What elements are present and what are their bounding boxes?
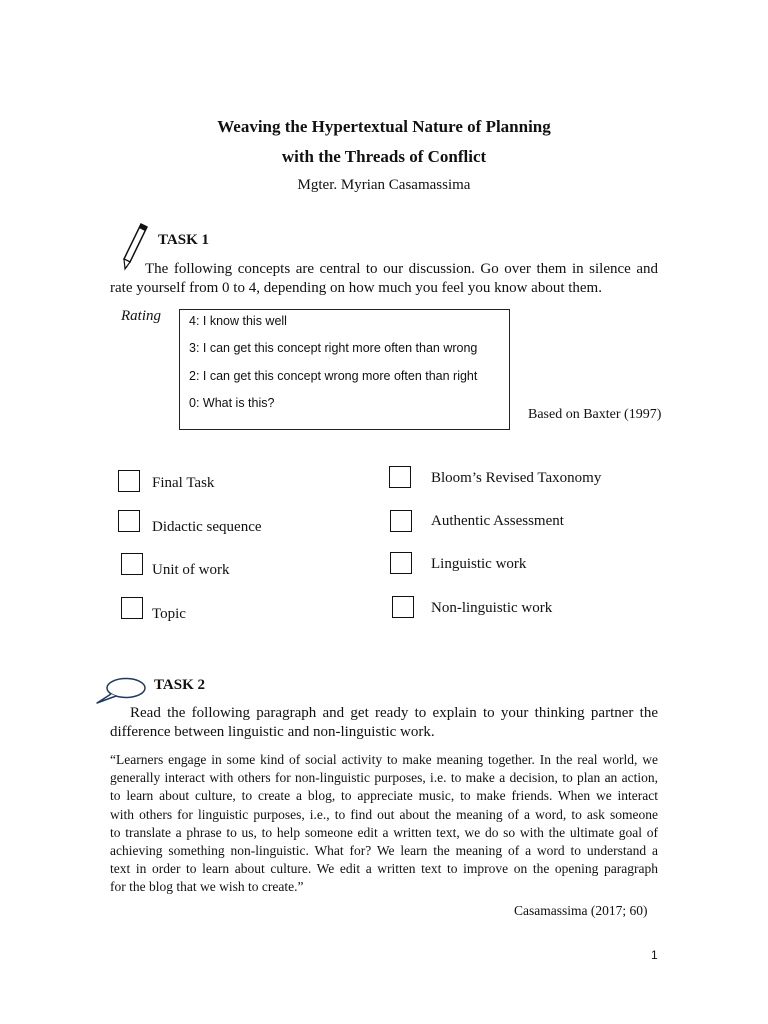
- quote-line: “Learners engage in some kind of social activity to make meaning together. In the real world, we: [110, 752, 658, 767]
- quote-line: achieving something non-linguistic. What for? We learn the meaning of a word to understand a: [110, 843, 658, 859]
- concept-label: Didactic sequence: [152, 519, 262, 535]
- task1-label: TASK 1: [158, 232, 209, 248]
- speech-bubble-icon: [94, 676, 148, 706]
- concept-label: Topic: [152, 606, 186, 622]
- concept-label: Linguistic work: [431, 556, 527, 572]
- task2-instruction-line-2: difference between linguistic and non-linguistic work.: [110, 724, 435, 740]
- rating-scale-item: 2: I can get this concept wrong more often than right: [189, 369, 478, 383]
- concept-checkbox[interactable]: [118, 470, 140, 492]
- concept-checkbox[interactable]: [390, 552, 412, 574]
- quote-line: text in order to learn about culture. We edit a written text to improve on the opening paragraph: [110, 861, 658, 877]
- quote-line: to translate a phrase to us, to help someone edit a written text, we do so with the ultimate goal of: [110, 824, 658, 840]
- quote-line: for the blog that we wish to create.”: [110, 879, 304, 895]
- concept-checkbox[interactable]: [118, 510, 140, 532]
- task1-instruction-line-1: The following concepts are central to our discussion. Go over them in silence and: [145, 261, 658, 277]
- rating-scale-item: 4: I know this well: [189, 314, 287, 328]
- rating-scale-item: 3: I can get this concept right more often than wrong: [189, 341, 478, 355]
- document-title-line-2: with the Threads of Conflict: [281, 147, 487, 166]
- quoted-paragraph: [110, 751, 658, 897]
- author-name: Mgter. Myrian Casamassima: [297, 177, 471, 193]
- quote-line: to learn about culture, to create a blog, to appreciate music, to make friends. When we interact: [110, 788, 658, 804]
- task1-instruction-line-2: rate yourself from 0 to 4, depending on how much you feel you know about them.: [110, 280, 602, 296]
- rating-scale-box: [179, 309, 510, 430]
- concept-label: Bloom’s Revised Taxonomy: [431, 470, 602, 486]
- quote-line: with others for linguistic purposes, i.e., to find out about the meaning of a word, to ask someone: [110, 806, 658, 822]
- page-number: 1: [651, 948, 658, 962]
- task1-instructions: [110, 260, 658, 298]
- concept-label: Authentic Assessment: [431, 513, 564, 529]
- document-title-line-1: Weaving the Hypertextual Nature of Planning: [217, 117, 551, 136]
- rating-label: Rating: [121, 308, 161, 324]
- rating-source: Based on Baxter (1997): [528, 407, 662, 422]
- concept-checkbox[interactable]: [392, 596, 414, 618]
- concept-checkbox[interactable]: [390, 510, 412, 532]
- concept-label: Unit of work: [152, 562, 230, 578]
- rating-scale-item: 0: What is this?: [189, 396, 275, 410]
- concept-checkbox[interactable]: [121, 553, 143, 575]
- quote-citation: Casamassima (2017; 60): [514, 903, 648, 918]
- concept-label: Final Task: [152, 475, 215, 491]
- quote-line: generally interact with others for non-linguistic purposes, i.e. to make a decision, to plan an action,: [110, 770, 658, 786]
- concept-label: Non-linguistic work: [431, 600, 553, 616]
- task2-label: TASK 2: [154, 677, 205, 693]
- concept-checkbox[interactable]: [389, 466, 411, 488]
- concept-checkbox[interactable]: [121, 597, 143, 619]
- task2-instructions: [110, 704, 658, 742]
- task2-instruction-line-1: Read the following paragraph and get ready to explain to your thinking partner the: [130, 705, 658, 721]
